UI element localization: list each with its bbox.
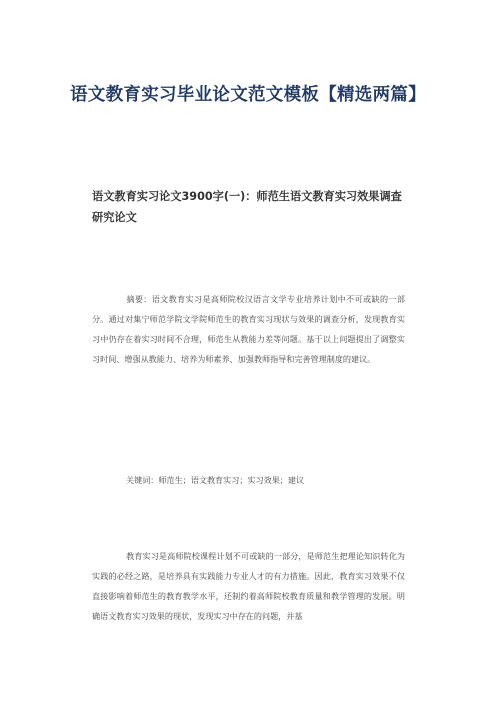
document-title: 语文教育实习毕业论文范文模板【精选两篇】 — [70, 85, 426, 105]
keywords-text: 关键词：师范生；语文教育实习；实习效果；建议 — [126, 475, 305, 485]
abstract-text: 摘要：语文教育实习是高师院校汉语言文学专业培养计划中不可或缺的一部分。通过对集宁师范学院文学院师范生的教育实习现状与效果的调查分析，发现教育实习中仍存在着实习时间不合理，师范生从教能力差等问题。基于以上问题提出了调整实习时间、增强从教能力、培养为师素养、加强教师指导和完善管理制度的建议。 — [92, 294, 405, 364]
body-paragraph-text: 教育实习是高师院校课程计划不可或缺的一部分，是师范生把理论知识转化为实践的必经之路，是培养具有实践能力专业人才的有力措施。因此，教育实习效果不仅直接影响着师范生的教育教学水平，还制约着高师院校教育质量和教学管理的发展。明确语文教育实习效果的现状，发现实习中存在的问题，并基 — [92, 551, 405, 621]
keywords-paragraph — [92, 470, 405, 490]
abstract-paragraph — [92, 289, 405, 369]
body-paragraph — [92, 546, 405, 626]
section-heading: 语文教育实习论文3900字(一)：师范生语文教育实习效果调查研究论文 — [92, 190, 402, 224]
